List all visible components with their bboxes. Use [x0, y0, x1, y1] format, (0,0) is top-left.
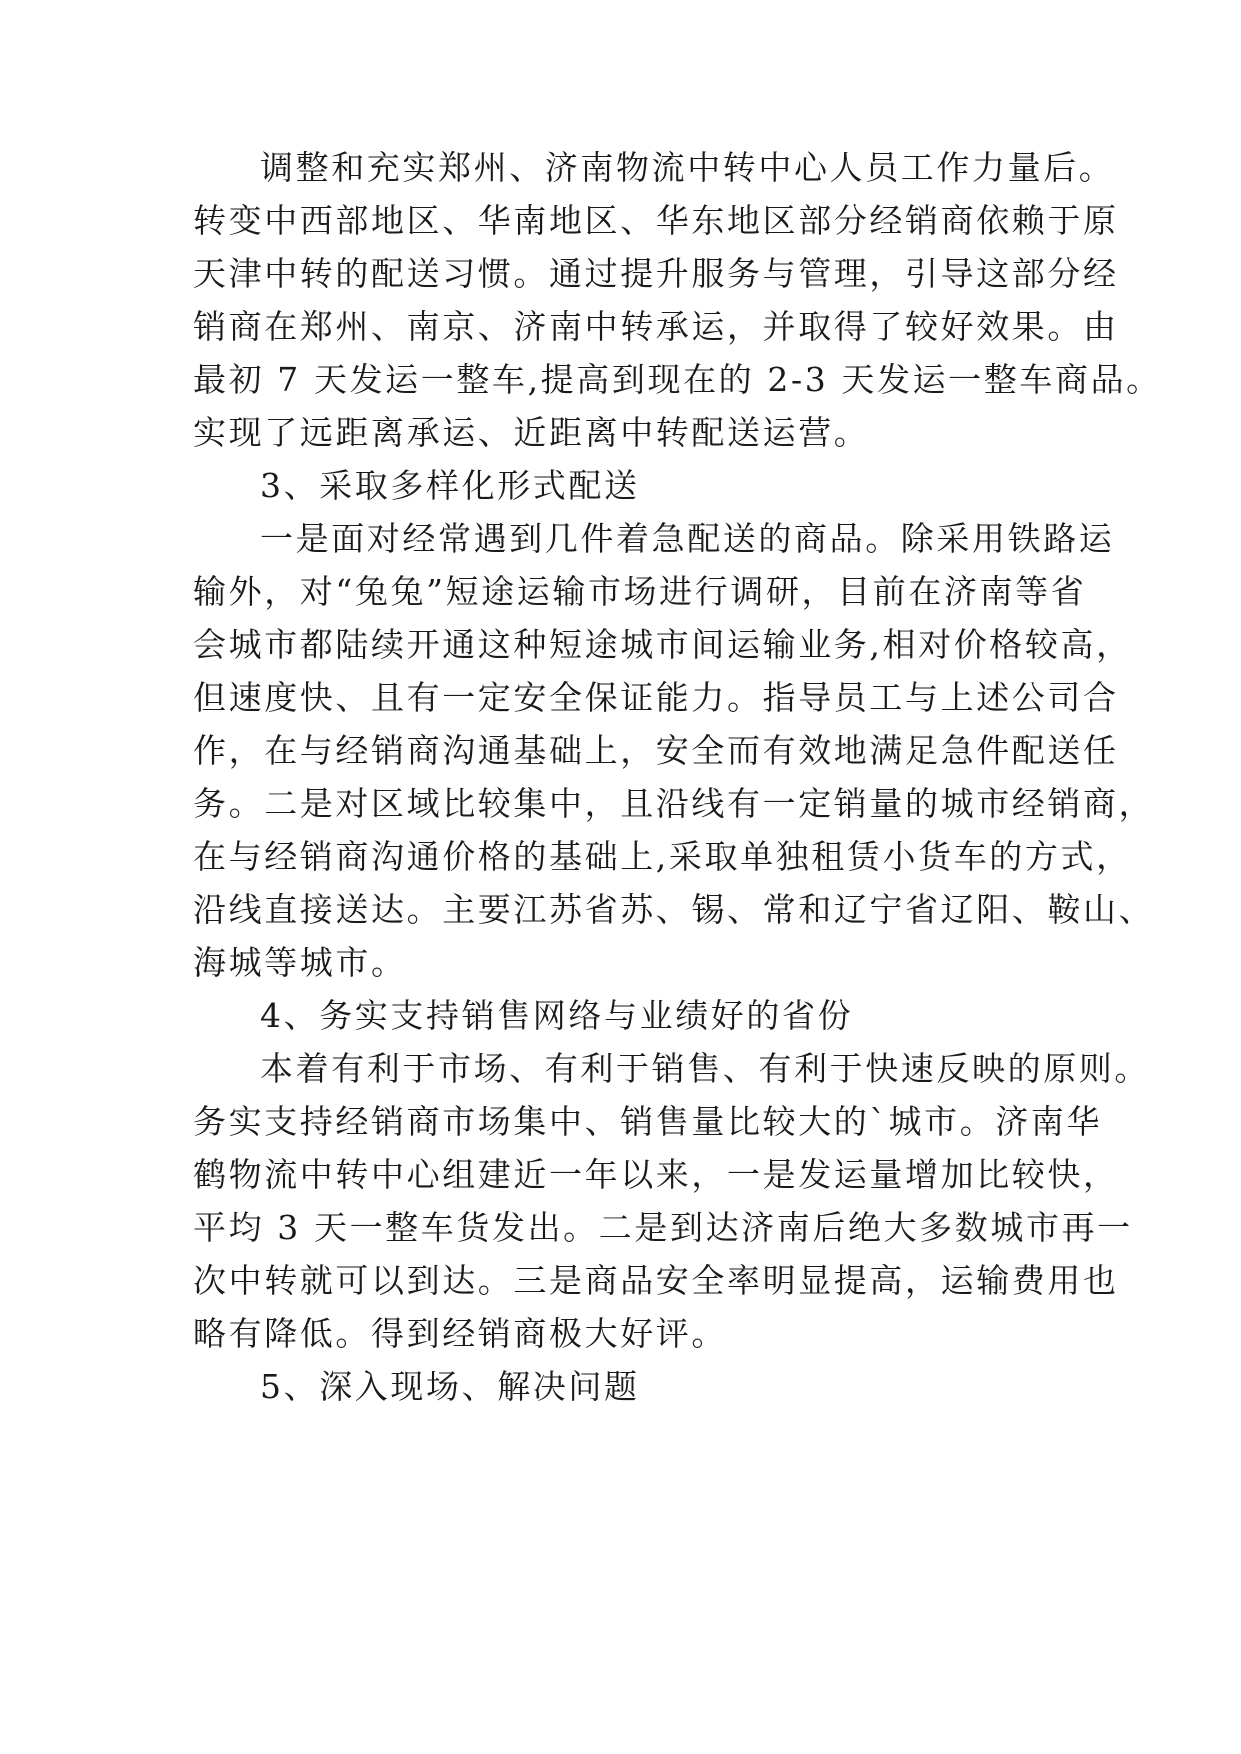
paragraph-line: 但速度快、且有一定安全保证能力。指导员工与上述公司合: [193, 678, 1119, 717]
paragraph-line: 会城市都陆续开通这种短途城市间运输业务,相对价格较高，: [193, 625, 1132, 664]
paragraph-line: 输外，对“兔兔”短途运输市场进行调研，目前在济南等省: [193, 572, 1087, 611]
paragraph-line: 海城等城市。: [193, 943, 407, 982]
section-heading: 3、采取多样化形式配送: [260, 466, 640, 505]
paragraph-line: 鹤物流中转中心组建近一年以来，一是发运量增加比较快，: [193, 1155, 1119, 1194]
paragraph-line: 务实支持经销商市场集中、销售量比较大的`城市。济南华: [193, 1102, 1103, 1141]
paragraph-line: 在与经销商沟通价格的基础上,采取单独租赁小货车的方式，: [193, 837, 1132, 876]
paragraph-line: 平均 3 天一整车货发出。二是到达济南后绝大多数城市再一: [193, 1208, 1133, 1247]
paragraph-line: 作，在与经销商沟通基础上，安全而有效地满足急件配送任: [193, 731, 1119, 770]
paragraph-line: 销商在郑州、南京、济南中转承运，并取得了较好效果。由: [193, 307, 1119, 346]
paragraph-line: 天津中转的配送习惯。通过提升服务与管理，引导这部分经: [193, 254, 1119, 293]
paragraph-line: 转变中西部地区、华南地区、华东地区部分经销商依赖于原: [193, 201, 1119, 240]
paragraph-line: 务。二是对区域比较集中，且沿线有一定销量的城市经销商，: [193, 784, 1155, 823]
paragraph-line: 略有降低。得到经销商极大好评。: [193, 1314, 727, 1353]
paragraph-line: 实现了远距离承运、近距离中转配送运营。: [193, 413, 870, 452]
paragraph-line: 调整和充实郑州、济南物流中转中心人员工作力量后。: [260, 148, 1115, 187]
paragraph-line: 最初 7 天发运一整车,提高到现在的 2-3 天发运一整车商品。: [193, 360, 1162, 399]
paragraph-line: 次中转就可以到达。三是商品安全率明显提高，运输费用也: [193, 1261, 1119, 1300]
section-heading: 4、务实支持销售网络与业绩好的省份: [260, 996, 854, 1035]
paragraph-line: 一是面对经常遇到几件着急配送的商品。除采用铁路运: [260, 519, 1115, 558]
section-heading: 5、深入现场、解决问题: [260, 1367, 640, 1406]
paragraph-line: 沿线直接送达。主要江苏省苏、锡、常和辽宁省辽阳、鞍山、: [193, 890, 1155, 929]
paragraph-line: 本着有利于市场、有利于销售、有利于快速反映的原则。: [260, 1049, 1150, 1088]
